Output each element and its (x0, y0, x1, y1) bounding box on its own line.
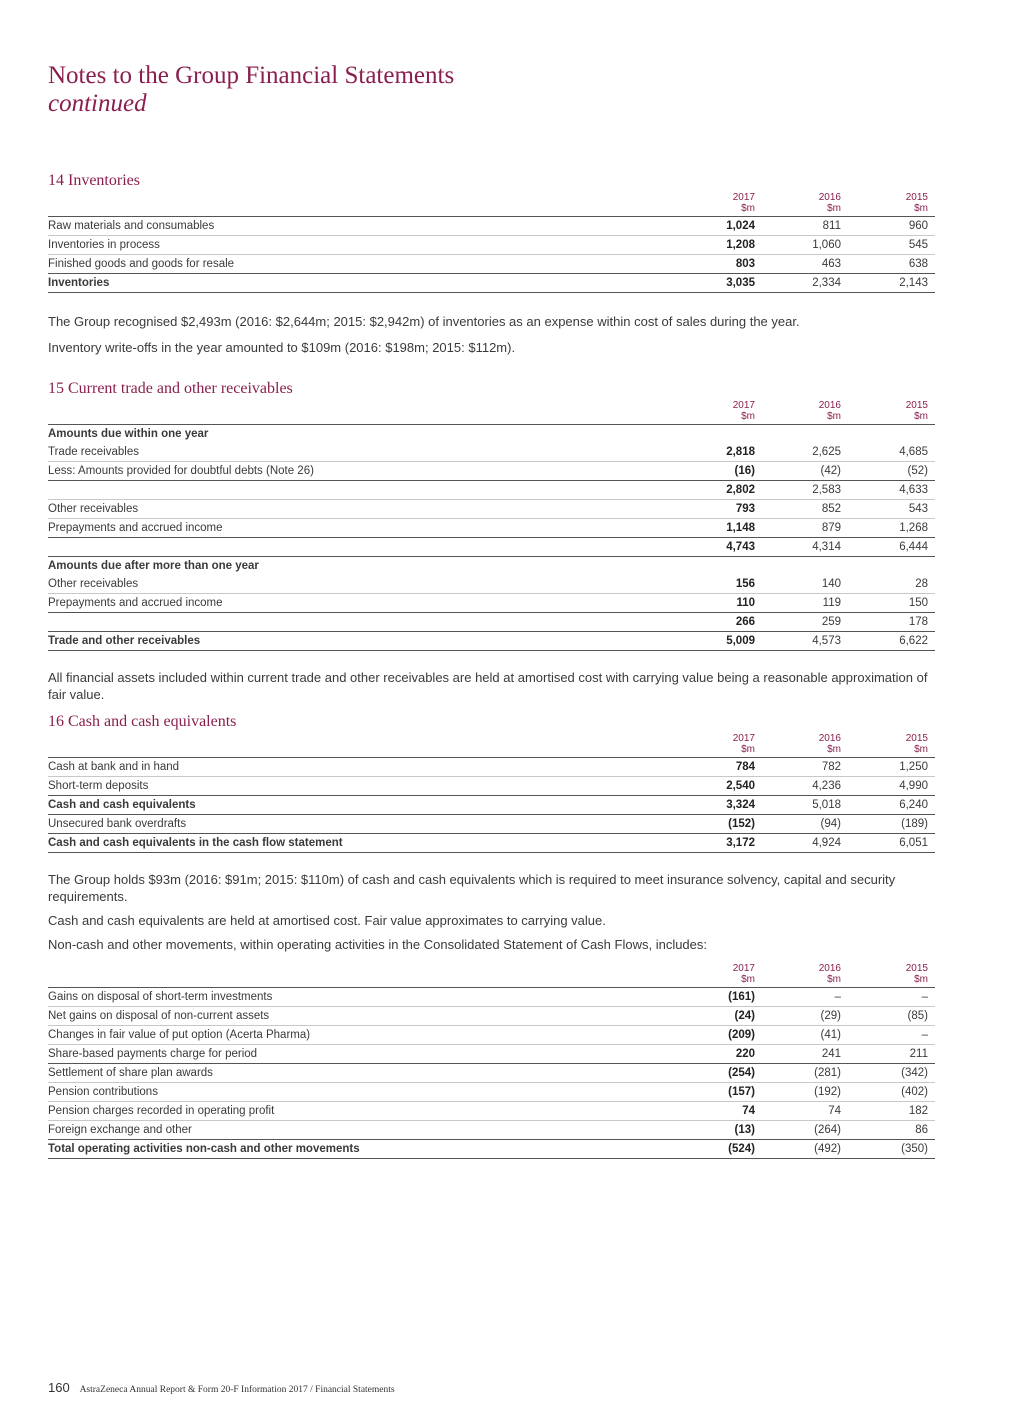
row-label: Other receivables 156 140 28 (48, 575, 935, 594)
col-year-2015: 2015 (905, 733, 928, 744)
cell-2015: (402) (901, 1086, 928, 1098)
cell-2016: 4,236 (812, 780, 841, 792)
row-label: Trade receivables 2,818 2,625 4,685 (48, 443, 935, 462)
table-row (48, 217, 935, 236)
row-label: Cash and cash equivalents in the cash flow statement 3,172 4,924 6,051 (48, 834, 935, 853)
row-label: Pension charges recorded in operating profit 74 74 182 (48, 1102, 935, 1121)
col-unit: $m (741, 974, 755, 985)
row-label: Prepayments and accrued income 1,148 879 1,268 (48, 519, 935, 538)
table-row (48, 481, 935, 500)
col-year-2016: 2016 (818, 963, 841, 974)
table-row (48, 1045, 935, 1064)
cell-2017: (13) (734, 1124, 755, 1136)
col-unit: $m (914, 744, 928, 755)
cell-2017: 5,009 (726, 635, 755, 647)
page-title: Notes to the Group Financial Statements (48, 62, 455, 89)
row-label: Short-term deposits 2,540 4,236 4,990 (48, 777, 935, 796)
table-group-heading (48, 425, 935, 444)
cell-2015: 6,051 (899, 837, 928, 849)
cell-2015: (350) (901, 1143, 928, 1155)
col-unit: $m (827, 744, 841, 755)
cell-2017: (24) (734, 1010, 755, 1022)
col-year-2017: 2017 (732, 733, 755, 744)
table-row (48, 274, 935, 293)
cell-2017: 3,324 (726, 799, 755, 811)
section-receivables (48, 380, 935, 703)
col-unit: $m (741, 744, 755, 755)
cell-2015: – (921, 991, 928, 1003)
row-label: Trade and other receivables 5,009 4,573 6,622 (48, 632, 935, 651)
column-header (48, 961, 935, 987)
col-unit: $m (741, 203, 755, 214)
cell-2015: 6,622 (899, 635, 928, 647)
cell-2017: 1,208 (726, 239, 755, 251)
cell-2017: (209) (728, 1029, 755, 1041)
col-year-2016: 2016 (818, 400, 841, 411)
col-unit: $m (827, 203, 841, 214)
col-year-2016: 2016 (818, 733, 841, 744)
row-label: Settlement of share plan awards (254) (281) (342) (48, 1064, 935, 1083)
cell-2015: 545 (908, 239, 928, 251)
col-unit: $m (827, 411, 841, 422)
inventories-table (48, 216, 935, 293)
cell-2017: 266 (735, 616, 755, 628)
cell-2017: 74 (742, 1105, 755, 1117)
noncash-movements-table (48, 987, 935, 1159)
cell-2015: 28 (915, 578, 928, 590)
cell-2017: (157) (728, 1086, 755, 1098)
table-row (48, 1007, 935, 1026)
row-label: Share-based payments charge for period 220 241 211 (48, 1045, 935, 1064)
cell-2016: 2,583 (812, 484, 841, 496)
cell-2016: (42) (820, 465, 841, 477)
page-footer (48, 1380, 395, 1395)
cell-2016: (29) (820, 1010, 841, 1022)
table-row (48, 815, 935, 834)
page-subtitle: continued (48, 90, 147, 117)
receivables-table (48, 424, 935, 651)
table-row (48, 834, 935, 853)
cell-2016: (94) (820, 818, 841, 830)
table-row (48, 500, 935, 519)
table-row (48, 443, 935, 462)
cell-2017: 793 (735, 503, 755, 515)
table-group-heading (48, 557, 935, 576)
row-label: Inventories 3,035 2,334 2,143 (48, 274, 935, 293)
cash-note-2: Cash and cash equivalents are held at amortised cost. Fair value approximates to carrying value. (48, 913, 606, 928)
cell-2015: 178 (908, 616, 928, 628)
col-unit: $m (827, 974, 841, 985)
cell-2017: (524) (728, 1143, 755, 1155)
table-row (48, 1140, 935, 1159)
cell-2017: (161) (728, 991, 755, 1003)
col-year-2017: 2017 (732, 400, 755, 411)
row-label: Total operating activities non-cash and other movements (524) (492) (350) (48, 1140, 935, 1159)
cash-note-1: The Group holds $93m (2016: $91m; 2015: $110m) of cash and cash equivalents which is required to meet insurance solvency, capital and security requirements. (48, 872, 896, 904)
cell-2016: 74 (828, 1105, 841, 1117)
row-label: Prepayments and accrued income 110 119 150 (48, 594, 935, 613)
table-row (48, 632, 935, 651)
cell-2015: (52) (907, 465, 928, 477)
cell-2017: 3,035 (726, 277, 755, 289)
column-header (48, 731, 935, 757)
row-label (48, 481, 935, 500)
cell-2015: 1,250 (899, 761, 928, 773)
cell-2017: (254) (728, 1067, 755, 1079)
row-label: Cash and cash equivalents 3,324 5,018 6,240 (48, 796, 935, 815)
cell-2017: 156 (735, 578, 755, 590)
table-row (48, 519, 935, 538)
cell-2017: 2,540 (726, 780, 755, 792)
cell-2015: 2,143 (899, 277, 928, 289)
cell-2015: 543 (908, 503, 928, 515)
cell-2015: 211 (909, 1048, 928, 1060)
cell-2015: 960 (908, 220, 928, 232)
cell-2016: (41) (820, 1029, 841, 1041)
cell-2016: (492) (814, 1143, 841, 1155)
inventories-note-2: Inventory write-offs in the year amounted to $109m (2016: $198m; 2015: $112m). (48, 340, 516, 355)
row-label: Cash at bank and in hand 784 782 1,250 (48, 758, 935, 777)
cell-2016: 2,334 (812, 277, 841, 289)
cell-2016: 259 (821, 616, 841, 628)
row-label (48, 538, 935, 557)
cell-2016: 782 (821, 761, 841, 773)
group-label: Amounts due after more than one year (48, 560, 259, 572)
cell-2016: 241 (821, 1048, 841, 1060)
cell-2017: 4,743 (726, 541, 755, 553)
table-row (48, 462, 935, 481)
table-row (48, 236, 935, 255)
cell-2017: (16) (734, 465, 755, 477)
page-header (48, 62, 454, 118)
cell-2016: 4,924 (812, 837, 841, 849)
footer-text: AstraZeneca Annual Report & Form 20-F Information 2017 / Financial Statements (79, 1385, 395, 1395)
cell-2016: 2,625 (812, 446, 841, 458)
cell-2015: 6,240 (899, 799, 928, 811)
table-row (48, 538, 935, 557)
cell-2015: – (921, 1029, 928, 1041)
receivables-note: All financial assets included within current trade and other receivables are held at amortised cost with carrying value being a reasonable approximation of fair value. (48, 670, 928, 702)
cell-2016: (192) (814, 1086, 841, 1098)
section-heading: 15 Current trade and other receivables (48, 380, 293, 397)
cell-2017: 784 (735, 761, 755, 773)
cell-2015: 86 (915, 1124, 928, 1136)
row-label: Finished goods and goods for resale 803 463 638 (48, 255, 935, 274)
cash-note-3: Non-cash and other movements, within operating activities in the Consolidated Statement of Cash Flows, includes: (48, 937, 708, 952)
cell-2016: 5,018 (812, 799, 841, 811)
group-label: Amounts due within one year (48, 425, 935, 444)
cell-2015: 182 (908, 1105, 928, 1117)
cell-2015: 638 (908, 258, 928, 270)
row-label: Less: Amounts provided for doubtful debts (Note 26) (16) (42) (52) (48, 462, 935, 481)
cell-2015: (342) (901, 1067, 928, 1079)
cell-2017: 220 (735, 1048, 755, 1060)
cell-2016: 879 (821, 522, 841, 534)
section-inventories (48, 172, 935, 356)
cell-2017: 2,802 (726, 484, 755, 496)
cell-2015: 4,685 (899, 446, 928, 458)
cell-2016: 140 (821, 578, 841, 590)
table-row (48, 796, 935, 815)
table-row (48, 255, 935, 274)
cell-2015: (189) (901, 818, 928, 830)
cell-2016: (264) (814, 1124, 841, 1136)
col-year-2015: 2015 (905, 192, 928, 203)
section-cash (48, 713, 935, 1159)
cell-2015: 150 (908, 597, 928, 609)
row-label: Net gains on disposal of non-current assets (24) (29) (85) (48, 1007, 935, 1026)
cell-2016: 4,573 (812, 635, 841, 647)
col-year-2016: 2016 (818, 192, 841, 203)
table-row (48, 1026, 935, 1045)
column-header (48, 398, 935, 424)
table-row (48, 758, 935, 777)
cell-2015: (85) (907, 1010, 928, 1022)
column-header (48, 190, 935, 216)
cell-2017: 1,148 (726, 522, 755, 534)
cell-2015: 4,990 (899, 780, 928, 792)
col-unit: $m (741, 411, 755, 422)
table-row (48, 1102, 935, 1121)
cell-2015: 6,444 (899, 541, 928, 553)
table-row (48, 1121, 935, 1140)
inventories-note-1: The Group recognised $2,493m (2016: $2,644m; 2015: $2,942m) of inventories as an expense within cost of sales during the year. (48, 314, 800, 329)
cell-2017: 110 (736, 597, 755, 609)
cell-2016: 119 (822, 597, 841, 609)
page-number: 160 (48, 1380, 70, 1395)
cell-2017: 3,172 (726, 837, 755, 849)
cell-2016: 811 (822, 220, 841, 232)
cell-2017: 2,818 (726, 446, 755, 458)
table-row (48, 1083, 935, 1102)
col-year-2017: 2017 (732, 963, 755, 974)
row-label: Changes in fair value of put option (Acerta Pharma) (209) (41) – (48, 1026, 935, 1045)
col-year-2015: 2015 (905, 400, 928, 411)
row-label: Pension contributions (157) (192) (402) (48, 1083, 935, 1102)
cell-2015: 4,633 (899, 484, 928, 496)
col-year-2015: 2015 (905, 963, 928, 974)
col-year-2017: 2017 (732, 192, 755, 203)
col-unit: $m (914, 203, 928, 214)
row-label (48, 613, 935, 632)
table-row (48, 575, 935, 594)
cell-2016: 1,060 (812, 239, 841, 251)
cell-2017: (152) (728, 818, 755, 830)
row-label: Raw materials and consumables 1,024 811 960 (48, 217, 935, 236)
cell-2017: 803 (735, 258, 755, 270)
section-heading: 16 Cash and cash equivalents (48, 713, 237, 730)
row-label: Inventories in process 1,208 1,060 545 (48, 236, 935, 255)
cell-2016: 852 (821, 503, 841, 515)
cell-2017: 1,024 (726, 220, 755, 232)
cell-2016: (281) (814, 1067, 841, 1079)
table-row (48, 988, 935, 1007)
col-unit: $m (914, 411, 928, 422)
cell-2015: 1,268 (899, 522, 928, 534)
cell-2016: – (834, 991, 841, 1003)
cash-table (48, 757, 935, 853)
col-unit: $m (914, 974, 928, 985)
table-row (48, 1064, 935, 1083)
table-row (48, 613, 935, 632)
cell-2016: 463 (821, 258, 841, 270)
table-row (48, 594, 935, 613)
section-heading: 14 Inventories (48, 172, 140, 189)
row-label: Other receivables 793 852 543 (48, 500, 935, 519)
table-row (48, 777, 935, 796)
row-label: Foreign exchange and other (13) (264) 86 (48, 1121, 935, 1140)
row-label: Unsecured bank overdrafts (152) (94) (189) (48, 815, 935, 834)
row-label: Gains on disposal of short-term investments (161) – – (48, 988, 935, 1007)
cell-2016: 4,314 (812, 541, 841, 553)
